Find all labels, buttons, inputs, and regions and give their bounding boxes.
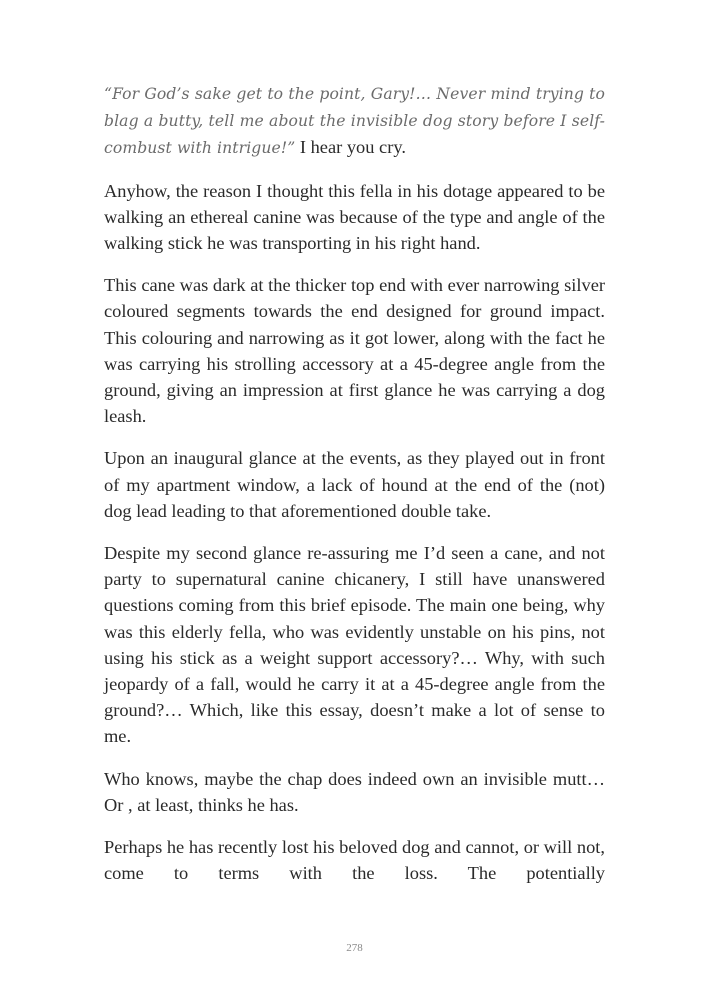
page-number: 278: [346, 942, 363, 954]
quote-tail: I hear you cry.: [295, 137, 406, 158]
paragraph-6: Perhaps he has recently lost his beloved dog and cannot, or will not, come to terms with the loss. The potentially: [104, 837, 605, 884]
paragraph-5: Who knows, maybe the chap does indeed own an invisible mutt… Or , at least, thinks he has.: [104, 768, 605, 815]
body-text: [104, 80, 605, 902]
italic-quote: “For God’s sake get to the point, Gary!… Never mind trying to blag a butty, tell me about the invisible dog story before I self-combust with intrigue!”: [104, 85, 605, 158]
intro-paragraph: [104, 80, 605, 162]
paragraph-1: Anyhow, the reason I thought this fella in his dotage appeared to be walking an ethereal canine was because of the type and angle of the walking stick he was transporting in his right hand.: [104, 180, 605, 254]
paragraph-2: This cane was dark at the thicker top end with ever narrowing silver coloured segments towards the end designed for ground impact. This colouring and narrowing as it got lower, along with the fact he was carrying his strolling accessory at a 45-degree angle from the ground, giving an impression at first glance he was carrying a dog leash.: [104, 275, 605, 427]
paragraph-3: Upon an inaugural glance at the events, as they played out in front of my apartment window, a lack of hound at the end of the (not) dog lead leading to that aforementioned double take.: [104, 448, 605, 521]
paragraph-4: Despite my second glance re-assuring me I’d seen a cane, and not party to supernatural canine chicanery, I still have unanswered questions coming from this brief episode. The main one being, why was this elderly fella, who was evidently unstable on his pins, not using his stick as a weight support accessory?… Why, with such jeopardy of a fall, would he carry it at a 45-degree angle from the ground?… Which, like this essay, doesn’t make a lot of sense to me.: [104, 543, 605, 747]
